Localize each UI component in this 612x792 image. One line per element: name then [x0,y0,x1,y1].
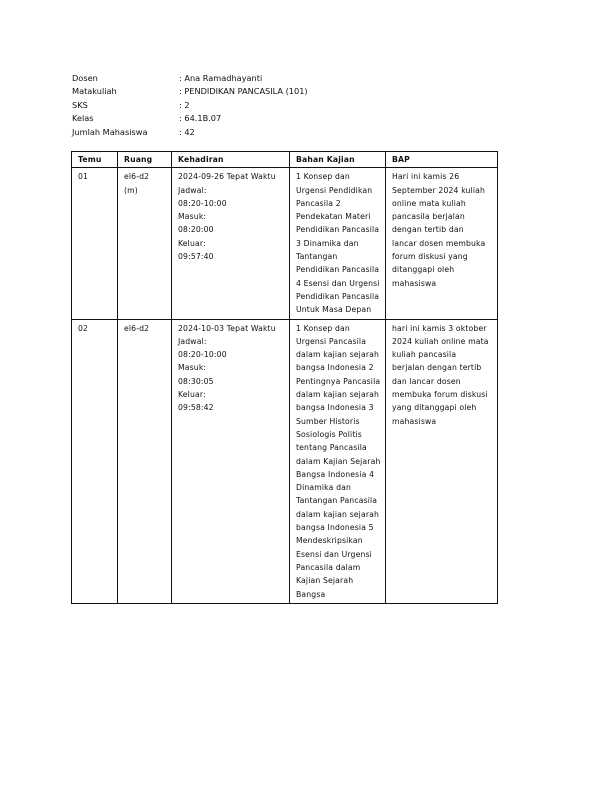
ruang-cell: el6-d2 [118,319,172,603]
kehadiran-line: 08:20-10:00 [178,198,227,208]
matakuliah-row [72,85,308,98]
kehadiran-cell [172,319,290,603]
kehadiran-line: 09:58:42 [178,403,214,413]
sks-label: SKS [72,99,88,110]
dosen-value: : Ana Ramadhayanti [179,73,263,83]
header-ruang: Ruang [118,152,172,168]
ruang-cell: el6-d2 (m) [118,168,172,319]
bap-cell: hari ini kamis 3 oktober 2024 kuliah online mata kuliah pancasila berjalan dengan tertib dan lancar dosen membuka forum diskusi yang ditanggapi oleh mahasiswa [386,319,498,603]
kelas-value: : 64.1B.07 [179,113,222,124]
jumlah-label: Jumlah Mahasiswa [72,126,148,137]
kehadiran-line: Keluar: [178,390,206,400]
matakuliah-value: : PENDIDIKAN PANCASILA (101) [179,86,308,97]
table-row [72,168,498,319]
dosen-row [72,72,308,85]
kelas-label: Kelas [72,113,94,124]
kehadiran-line: Masuk: [178,363,207,373]
kehadiran-line: 08:30:05 [178,376,214,386]
kehadiran-line: 2024-10-03 Tepat Waktu [178,323,276,333]
kehadiran-line: 08:20:00 [178,225,214,235]
header-bahan-kajian: Bahan Kajian [290,152,386,168]
bahan-kajian-cell: 1 Konsep dan Urgensi Pendidikan Pancasila 2 Pendekatan Materi Pendidikan Pancasila 3 Dinamika dan Tantangan Pendidikan Pancasila 4 Esensi dan Urgensi Pendidikan Pancasila Untuk Masa Depan [290,168,386,319]
kehadiran-cell [172,168,290,319]
temu-cell: 01 [72,168,118,319]
jumlah-value: : 42 [179,126,195,137]
kehadiran-line: Jadwal: [178,185,207,195]
table-row [72,319,498,603]
kelas-row [72,112,308,125]
kehadiran-line: Keluar: [178,238,206,248]
table-header-row [72,152,498,168]
jumlah-row [72,126,308,139]
kehadiran-line: Masuk: [178,212,207,222]
kehadiran-line: 2024-09-26 Tepat Waktu [178,172,276,182]
matakuliah-label: Matakuliah [72,86,117,97]
dosen-label: Dosen [72,73,98,83]
header-temu: Temu [72,152,118,168]
attendance-table [71,151,498,604]
bahan-kajian-cell: 1 Konsep dan Urgensi Pancasila dalam kajian sejarah bangsa Indonesia 2 Pentingnya Pancasila dalam kajian sejarah bangsa Indonesia 3 Sumber Historis Sosiologis Politis tentang Pancasila dalam Kajian Sejarah Bangsa Indonesia 4 Dinamika dan Tantangan Pancasila dalam kajian sejarah bangsa Indonesia 5 Mendeskripsikan Esensi dan Urgensi Pancasila dalam Kajian Sejarah Bangsa [290,319,386,603]
kehadiran-line: 08:20-10:00 [178,350,227,360]
temu-cell: 02 [72,319,118,603]
header-kehadiran: Kehadiran [172,152,290,168]
sks-row [72,99,308,112]
course-info [72,72,308,139]
sks-value: : 2 [179,99,190,110]
bap-cell: Hari ini kamis 26 September 2024 kuliah online mata kuliah pancasila berjalan dengan tertib dan lancar dosen membuka forum diskusi yang ditanggapi oleh mahasiswa [386,168,498,319]
kehadiran-line: Jadwal: [178,336,207,346]
header-bap: BAP [386,152,498,168]
kehadiran-line: 09:57:40 [178,252,214,262]
